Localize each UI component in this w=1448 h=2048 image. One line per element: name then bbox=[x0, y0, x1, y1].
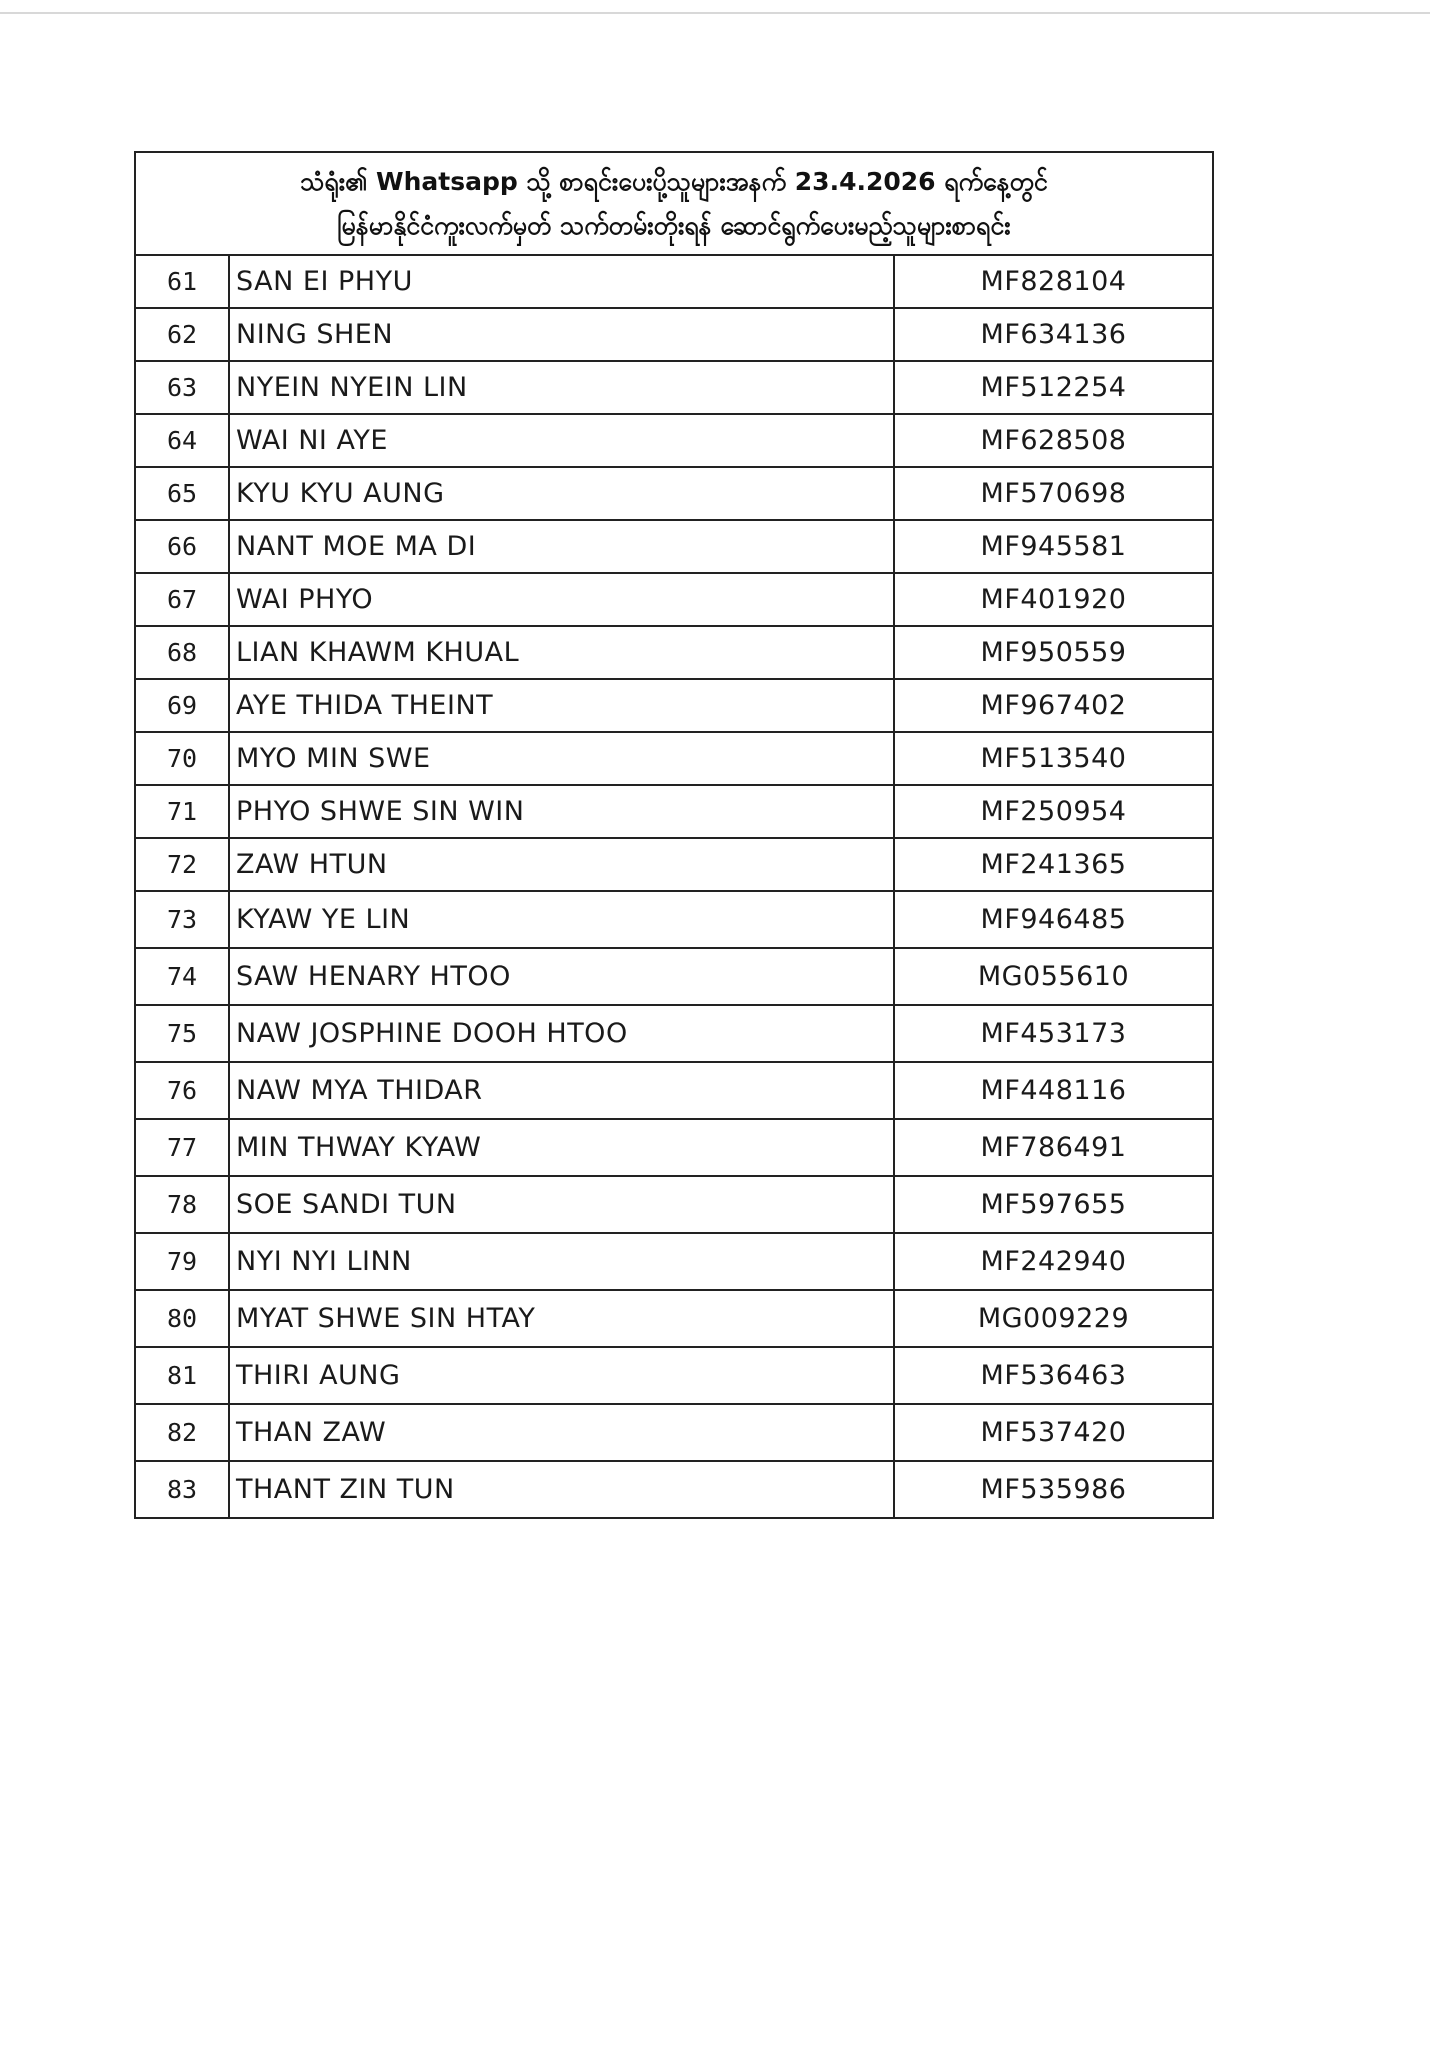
row-number: 62 bbox=[135, 308, 229, 361]
row-number: 77 bbox=[135, 1119, 229, 1176]
header-line-2: မြန်မာနိုင်ငံကူးလက်မှတ် သက်တမ်းတိုးရန် ဆောင်ရွက်ပေးမည့်သူများစာရင်း bbox=[337, 210, 1011, 240]
row-number: 66 bbox=[135, 520, 229, 573]
table-row bbox=[135, 255, 1213, 308]
row-number: 75 bbox=[135, 1005, 229, 1062]
row-number: 64 bbox=[135, 414, 229, 467]
applicant-name: LIAN KHAWM KHUAL bbox=[229, 626, 894, 679]
table-row bbox=[135, 626, 1213, 679]
table-row bbox=[135, 308, 1213, 361]
applicant-name: NYI NYI LINN bbox=[229, 1233, 894, 1290]
row-number: 63 bbox=[135, 361, 229, 414]
table-row bbox=[135, 1176, 1213, 1233]
table-row bbox=[135, 1404, 1213, 1461]
table-header-row bbox=[135, 152, 1213, 255]
passport-number: MF967402 bbox=[894, 679, 1213, 732]
table-row bbox=[135, 1347, 1213, 1404]
passport-number: MF634136 bbox=[894, 308, 1213, 361]
passport-number: MG009229 bbox=[894, 1290, 1213, 1347]
table-row bbox=[135, 948, 1213, 1005]
passport-number: MF453173 bbox=[894, 1005, 1213, 1062]
table-row bbox=[135, 1005, 1213, 1062]
row-number: 82 bbox=[135, 1404, 229, 1461]
row-number: 81 bbox=[135, 1347, 229, 1404]
passport-number: MF946485 bbox=[894, 891, 1213, 948]
applicant-name: THIRI AUNG bbox=[229, 1347, 894, 1404]
applicant-name: AYE THIDA THEINT bbox=[229, 679, 894, 732]
applicant-name: THANT ZIN TUN bbox=[229, 1461, 894, 1518]
table-row bbox=[135, 467, 1213, 520]
applicant-name: NANT MOE MA DI bbox=[229, 520, 894, 573]
table-row bbox=[135, 1290, 1213, 1347]
passport-number: MF570698 bbox=[894, 467, 1213, 520]
header-line-1: သံရုံး၏ Whatsapp သို့ စာရင်းပေးပို့သူများအနက် 23.4.2026 ရက်နေ့တွင် bbox=[300, 166, 1048, 196]
applicant-name: PHYO SHWE SIN WIN bbox=[229, 785, 894, 838]
table-row bbox=[135, 838, 1213, 891]
applicant-name: SOE SANDI TUN bbox=[229, 1176, 894, 1233]
passport-number: MF945581 bbox=[894, 520, 1213, 573]
row-number: 76 bbox=[135, 1062, 229, 1119]
passport-number: MF513540 bbox=[894, 732, 1213, 785]
passport-number: MF512254 bbox=[894, 361, 1213, 414]
passport-number: MF828104 bbox=[894, 255, 1213, 308]
table-row bbox=[135, 1233, 1213, 1290]
applicant-name: THAN ZAW bbox=[229, 1404, 894, 1461]
passport-number: MF597655 bbox=[894, 1176, 1213, 1233]
table-row bbox=[135, 1062, 1213, 1119]
passport-number: MF628508 bbox=[894, 414, 1213, 467]
table-row bbox=[135, 573, 1213, 626]
applicant-name: MYO MIN SWE bbox=[229, 732, 894, 785]
applicant-name: WAI PHYO bbox=[229, 573, 894, 626]
row-number: 70 bbox=[135, 732, 229, 785]
passport-number: MF536463 bbox=[894, 1347, 1213, 1404]
passport-number: MF250954 bbox=[894, 785, 1213, 838]
applicant-name: SAW HENARY HTOO bbox=[229, 948, 894, 1005]
passport-number: MF448116 bbox=[894, 1062, 1213, 1119]
row-number: 67 bbox=[135, 573, 229, 626]
row-number: 78 bbox=[135, 1176, 229, 1233]
applicant-name: NAW JOSPHINE DOOH HTOO bbox=[229, 1005, 894, 1062]
passport-number: MF950559 bbox=[894, 626, 1213, 679]
table-row bbox=[135, 732, 1213, 785]
row-number: 80 bbox=[135, 1290, 229, 1347]
row-number: 74 bbox=[135, 948, 229, 1005]
table-row bbox=[135, 414, 1213, 467]
row-number: 71 bbox=[135, 785, 229, 838]
table-row bbox=[135, 891, 1213, 948]
row-number: 69 bbox=[135, 679, 229, 732]
passport-number: MG055610 bbox=[894, 948, 1213, 1005]
passport-number: MF401920 bbox=[894, 573, 1213, 626]
row-number: 72 bbox=[135, 838, 229, 891]
applicant-name: WAI NI AYE bbox=[229, 414, 894, 467]
scan-edge bbox=[0, 12, 1430, 14]
applicant-name: KYU KYU AUNG bbox=[229, 467, 894, 520]
applicant-name: SAN EI PHYU bbox=[229, 255, 894, 308]
passport-list-table bbox=[134, 151, 1214, 1519]
row-number: 73 bbox=[135, 891, 229, 948]
applicant-name: NYEIN NYEIN LIN bbox=[229, 361, 894, 414]
table-row bbox=[135, 1461, 1213, 1518]
row-number: 61 bbox=[135, 255, 229, 308]
table-row bbox=[135, 1119, 1213, 1176]
table-row bbox=[135, 679, 1213, 732]
passport-number: MF535986 bbox=[894, 1461, 1213, 1518]
applicant-name: NING SHEN bbox=[229, 308, 894, 361]
passport-number: MF537420 bbox=[894, 1404, 1213, 1461]
row-number: 68 bbox=[135, 626, 229, 679]
applicant-name: ZAW HTUN bbox=[229, 838, 894, 891]
passport-number: MF786491 bbox=[894, 1119, 1213, 1176]
passport-number: MF241365 bbox=[894, 838, 1213, 891]
row-number: 83 bbox=[135, 1461, 229, 1518]
row-number: 65 bbox=[135, 467, 229, 520]
applicant-name: NAW MYA THIDAR bbox=[229, 1062, 894, 1119]
applicant-name: MIN THWAY KYAW bbox=[229, 1119, 894, 1176]
applicant-name: MYAT SHWE SIN HTAY bbox=[229, 1290, 894, 1347]
table-header bbox=[135, 152, 1213, 255]
row-number: 79 bbox=[135, 1233, 229, 1290]
table-row bbox=[135, 361, 1213, 414]
table-row bbox=[135, 520, 1213, 573]
applicant-name: KYAW YE LIN bbox=[229, 891, 894, 948]
passport-number: MF242940 bbox=[894, 1233, 1213, 1290]
table-row bbox=[135, 785, 1213, 838]
